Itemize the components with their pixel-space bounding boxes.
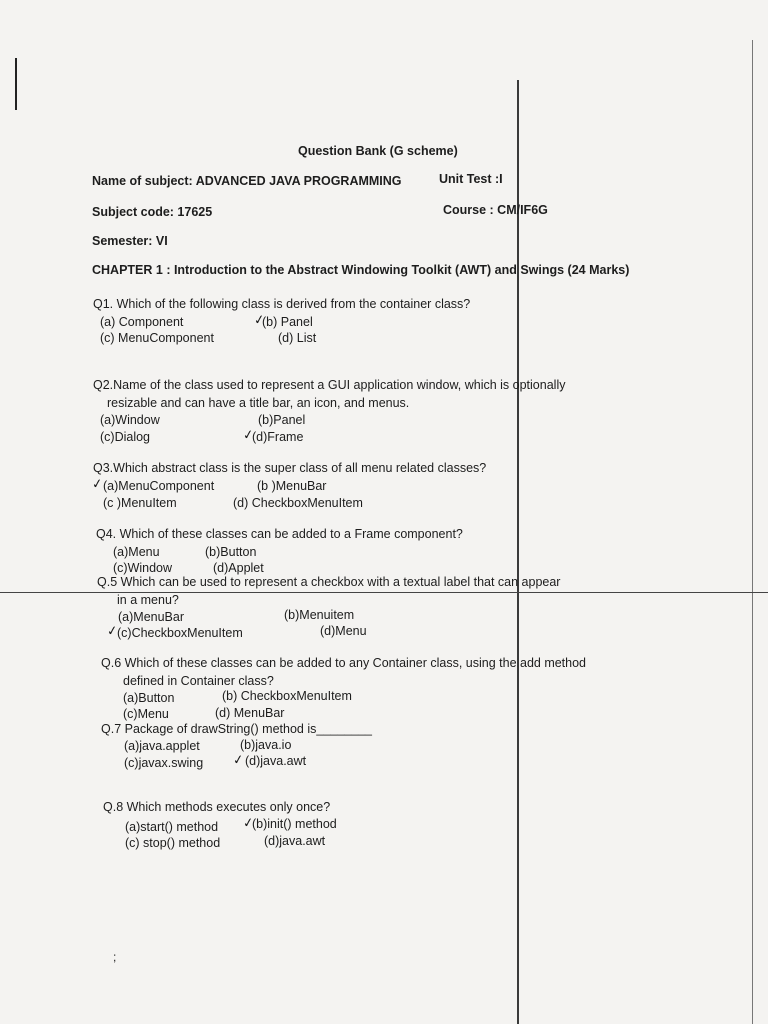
option-text: (b)init() method — [252, 817, 337, 831]
option-text: (b)Panel — [258, 413, 306, 427]
option-text: (a)MenuComponent — [103, 479, 215, 493]
option-text: (c) stop() method — [125, 836, 221, 850]
check-mark-icon: ✓ — [91, 476, 104, 493]
option-text: (d)java.awt — [245, 754, 307, 768]
option-text: (a)java.applet — [124, 739, 200, 753]
option-text: (d)Menu — [320, 624, 367, 638]
question-text: Q.7 Package of drawString() method is________ — [101, 722, 372, 736]
page-title: Question Bank (G scheme) — [298, 144, 458, 158]
margin-mark — [15, 58, 17, 110]
option-text: (b)Menuitem — [284, 608, 355, 622]
option-text: (d) List — [278, 331, 317, 345]
question-text: Q.6 Which of these classes can be added to any Container class, using the add method — [101, 656, 587, 670]
check-mark-icon: ✓ — [242, 815, 255, 832]
question-text: Q4. Which of these classes can be added to a Frame component? — [96, 527, 463, 541]
option-text: (b) CheckboxMenuItem — [222, 689, 352, 703]
scan-fold-line — [517, 80, 519, 1024]
scan-crease-line — [0, 592, 768, 593]
subject-code: Subject code: 17625 — [92, 205, 213, 219]
option-text: (a)Button — [123, 691, 175, 705]
check-mark-icon: ✓ — [232, 752, 245, 769]
option-text: (c)javax.swing — [124, 756, 204, 770]
question-text: Q3.Which abstract class is the super class of all menu related classes? — [93, 461, 487, 475]
option-text: (d)java.awt — [264, 834, 326, 848]
option-text: (a)Window — [100, 413, 160, 427]
question-text-cont: in a menu? — [117, 593, 179, 607]
check-mark-icon: ✓ — [253, 312, 266, 329]
chapter-title: CHAPTER 1 : Introduction to the Abstract Windowing Toolkit (AWT) and Swings (24 Marks) — [92, 263, 630, 277]
unit-test: Unit Test :I — [439, 172, 503, 186]
option-text: (c )MenuItem — [103, 496, 177, 510]
option-text: (a) Component — [100, 315, 184, 329]
option-text: (c)Dialog — [100, 430, 151, 444]
course: Course : CM/IF6G — [443, 203, 548, 217]
semester: Semester: VI — [92, 234, 168, 248]
option-text: (a)start() method — [125, 820, 219, 834]
option-text: (c)Window — [113, 561, 173, 575]
option-text: (b) Panel — [262, 315, 313, 329]
scan-edge-line — [752, 40, 753, 1024]
stray-mark: ; — [113, 950, 117, 964]
option-text: (c)Menu — [123, 707, 169, 721]
question-text: Q2.Name of the class used to represent a GUI application window, which is optionally — [93, 378, 566, 392]
question-text: Q.8 Which methods executes only once? — [103, 800, 331, 814]
option-text: (d)Frame — [252, 430, 304, 444]
option-text: (b)java.io — [240, 738, 292, 752]
option-text: (d) MenuBar — [215, 706, 285, 720]
question-text-cont: defined in Container class? — [123, 674, 274, 688]
option-text: (c)CheckboxMenuItem — [117, 626, 243, 640]
option-text: (d) CheckboxMenuItem — [233, 496, 363, 510]
question-text: Q1. Which of the following class is derived from the container class? — [93, 297, 471, 311]
question-text: Q.5 Which can be used to represent a checkbox with a textual label that can appear — [97, 575, 561, 589]
subject-name: Name of subject: ADVANCED JAVA PROGRAMMING — [92, 174, 402, 188]
option-text: (c) MenuComponent — [100, 331, 214, 345]
option-text: (b )MenuBar — [257, 479, 327, 493]
option-text: (d)Applet — [213, 561, 264, 575]
question-text-cont: resizable and can have a title bar, an icon, and menus. — [107, 396, 410, 410]
option-text: (a)Menu — [113, 545, 160, 559]
check-mark-icon: ✓ — [242, 427, 255, 444]
option-text: (a)MenuBar — [118, 610, 184, 624]
option-text: (b)Button — [205, 545, 257, 559]
check-mark-icon: ✓ — [106, 623, 119, 640]
